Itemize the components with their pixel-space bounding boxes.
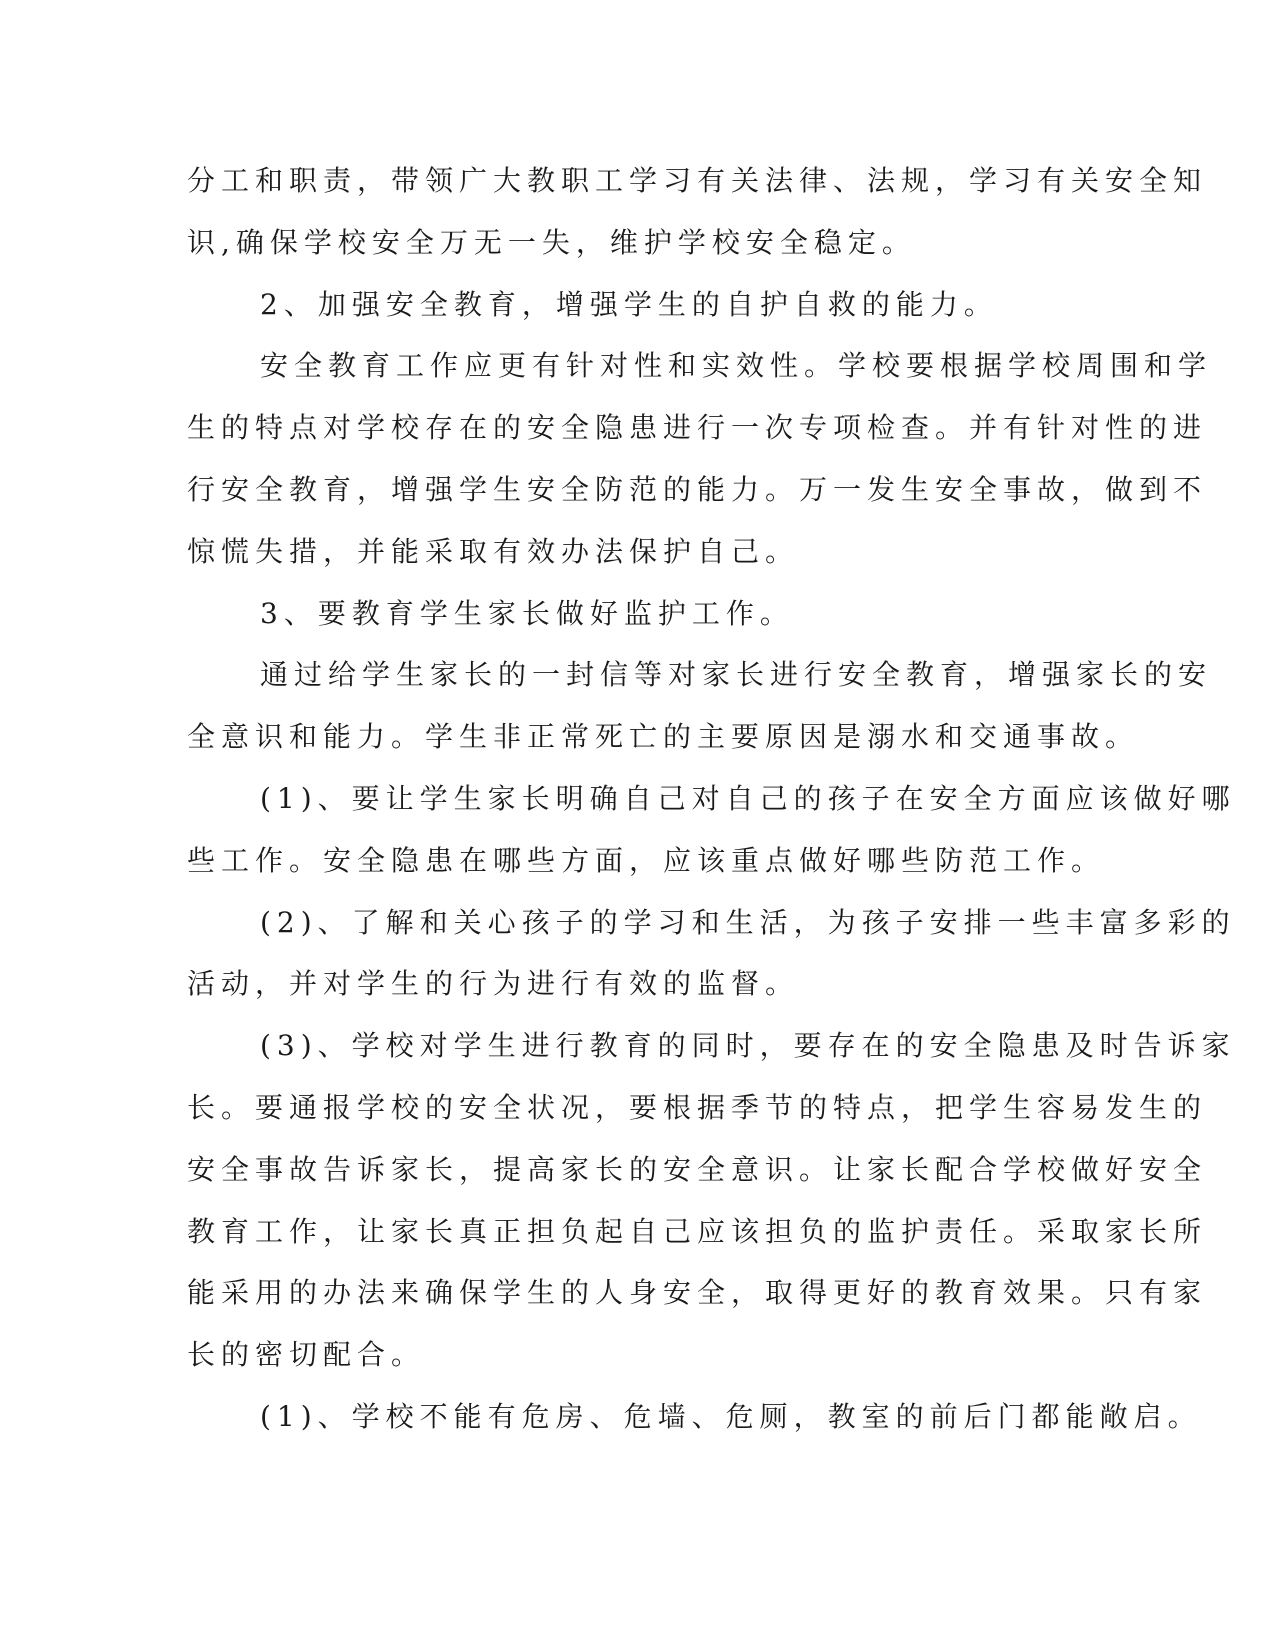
paragraph-start-line: 通过给学生家长的一封信等对家长进行安全教育，增强家长的安	[260, 658, 1213, 692]
list-item-line: (1)、要让学生家长明确自己对自己的孩子在安全方面应该做好哪	[260, 781, 1236, 815]
paragraph-start-line: 安全教育工作应更有针对性和实效性。学校要根据学校周围和学	[260, 349, 1213, 383]
text-line: 安全事故告诉家长，提高家长的安全意识。让家长配合学校做好安全	[187, 1152, 1208, 1186]
heading-line: 3、要教育学生家长做好监护工作。	[260, 596, 794, 630]
text-line: 长的密切配合。	[187, 1338, 426, 1372]
text-line: 长。要通报学校的安全状况，要根据季节的特点，把学生容易发生的	[187, 1090, 1208, 1124]
list-item-line: (2)、了解和关心孩子的学习和生活，为孩子安排一些丰富多彩的	[260, 905, 1236, 939]
text-line: 分工和职责，带领广大教职工学习有关法律、法规，学习有关安全知	[187, 164, 1208, 197]
text-line: 些工作。安全隐患在哪些方面，应该重点做好哪些防范工作。	[187, 843, 1106, 877]
text-line: 惊慌失措，并能采取有效办法保护自己。	[187, 534, 800, 568]
text-line: 活动，并对学生的行为进行有效的监督。	[187, 967, 800, 1001]
text-line: 行安全教育，增强学生安全防范的能力。万一发生安全事故，做到不	[187, 472, 1208, 506]
text-line: 教育工作，让家长真正担负起自己应该担负的监护责任。采取家长所	[187, 1214, 1208, 1248]
text-line: 生的特点对学校存在的安全隐患进行一次专项检查。并有针对性的进	[187, 411, 1208, 445]
text-line: 全意识和能力。学生非正常死亡的主要原因是溺水和交通事故。	[187, 720, 1140, 754]
list-item-line: (3)、学校对学生进行教育的同时，要存在的安全隐患及时告诉家	[260, 1029, 1236, 1063]
text-line: 识,确保学校安全万无一失，维护学校安全稳定。	[187, 225, 916, 259]
heading-line: 2、加强安全教育，增强学生的自护自救的能力。	[260, 287, 998, 321]
text-line: 能采用的办法来确保学生的人身安全，取得更好的教育效果。只有家	[187, 1276, 1208, 1310]
list-item-line: (1)、学校不能有危房、危墙、危厕，教室的前后门都能敞启。	[260, 1399, 1202, 1433]
document-body	[187, 150, 1236, 1448]
